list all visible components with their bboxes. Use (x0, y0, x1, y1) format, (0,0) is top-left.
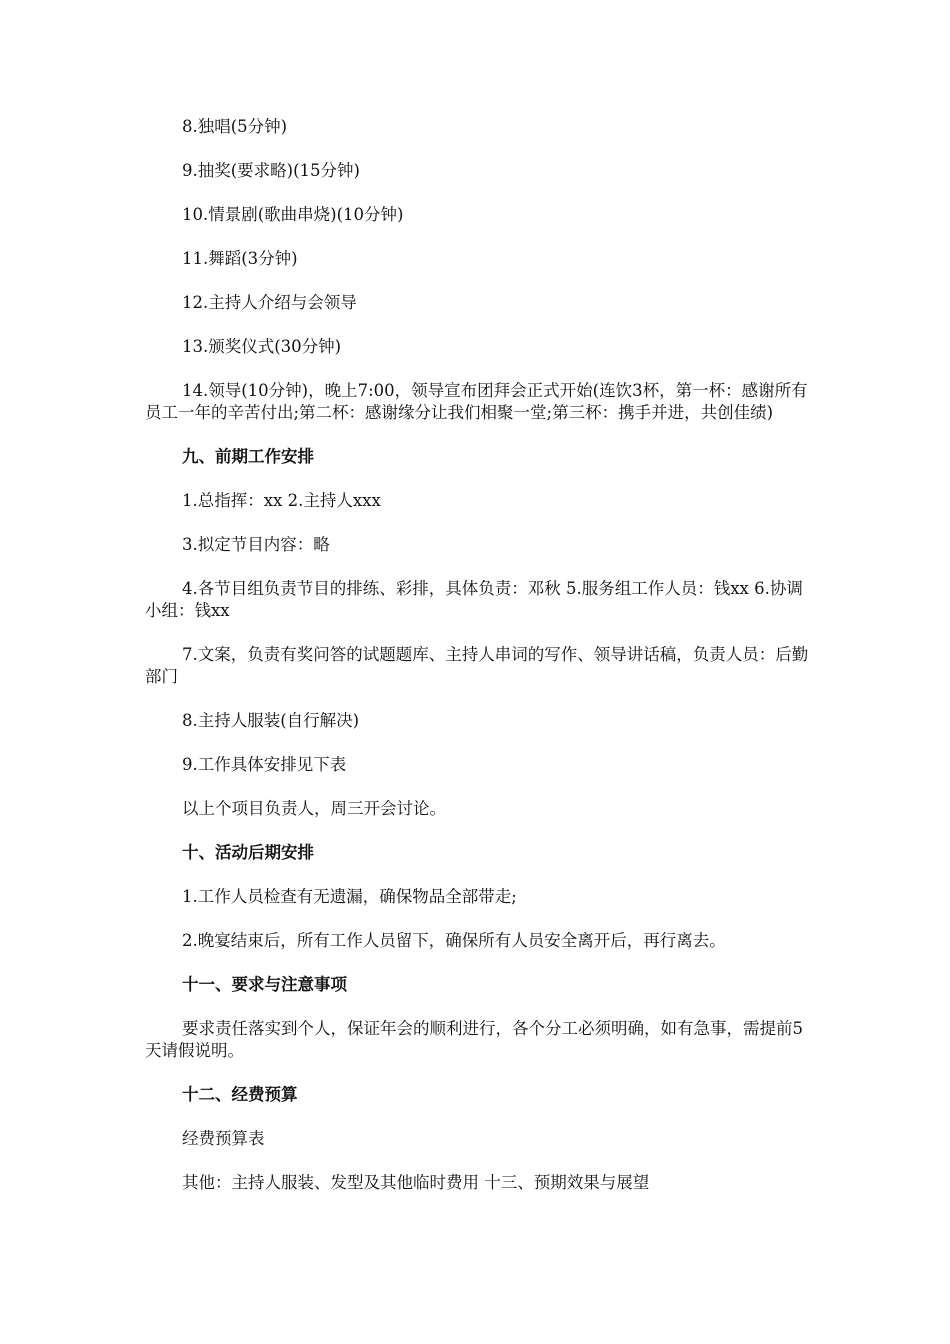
section-heading-12: 十二、经费预算 (182, 1085, 298, 1104)
paragraph-staff-summary: 以上个项目负责人，周三开会讨论。 (182, 799, 446, 818)
paragraph-item-14: 14.领导(10分钟)，晚上7:00，领导宣布团拜会正式开始(连饮3杯，第一杯：感谢所有员工一年的辛苦付出;第二杯：感谢缘分让我们相聚一堂;第三杯：携手并进，共创佳绩) (145, 381, 808, 422)
section-heading-11: 十一、要求与注意事项 (182, 975, 347, 994)
paragraph-budget-table-label: 经费预算表 (182, 1129, 265, 1148)
paragraph-staff-8: 8.主持人服装(自行解决) (182, 711, 360, 730)
paragraph-item-9: 9.抽奖(要求略)(15分钟) (182, 161, 360, 180)
paragraph-post-1: 1.工作人员检查有无遗漏，确保物品全部带走; (182, 887, 517, 906)
paragraph-staff-3: 3.拟定节目内容：略 (182, 535, 330, 554)
section-heading-9: 九、前期工作安排 (182, 447, 314, 466)
paragraph-item-8: 8.独唱(5分钟) (182, 117, 288, 136)
paragraph-requirements: 要求责任落实到个人，保证年会的顺利进行，各个分工必须明确，如有急事，需提前5天请假说明。 (145, 1019, 803, 1060)
paragraph-staff-9: 9.工作具体安排见下表 (182, 755, 347, 774)
paragraph-item-12: 12.主持人介绍与会领导 (182, 293, 357, 312)
paragraph-item-10: 10.情景剧(歌曲串烧)(10分钟) (182, 205, 404, 224)
paragraph-item-11: 11.舞蹈(3分钟) (182, 249, 298, 268)
paragraph-staff-1: 1.总指挥：xx 2.主持人xxx (182, 491, 381, 510)
document-body (145, 116, 810, 1216)
paragraph-staff-7: 7.文案，负责有奖问答的试题题库、主持人串词的写作、领导讲话稿，负责人员：后勤部门 (145, 645, 809, 686)
paragraph-item-13: 13.颁奖仪式(30分钟) (182, 337, 342, 356)
section-heading-10: 十、活动后期安排 (182, 843, 314, 862)
paragraph-post-2: 2.晚宴结束后，所有工作人员留下，确保所有人员安全离开后，再行离去。 (182, 931, 726, 950)
paragraph-staff-4: 4.各节目组负责节目的排练、彩排，具体负责：邓秋 5.服务组工作人员：钱xx 6.协调小组：钱xx (145, 579, 803, 620)
paragraph-other-costs: 其他：主持人服装、发型及其他临时费用 十三、预期效果与展望 (182, 1173, 650, 1192)
